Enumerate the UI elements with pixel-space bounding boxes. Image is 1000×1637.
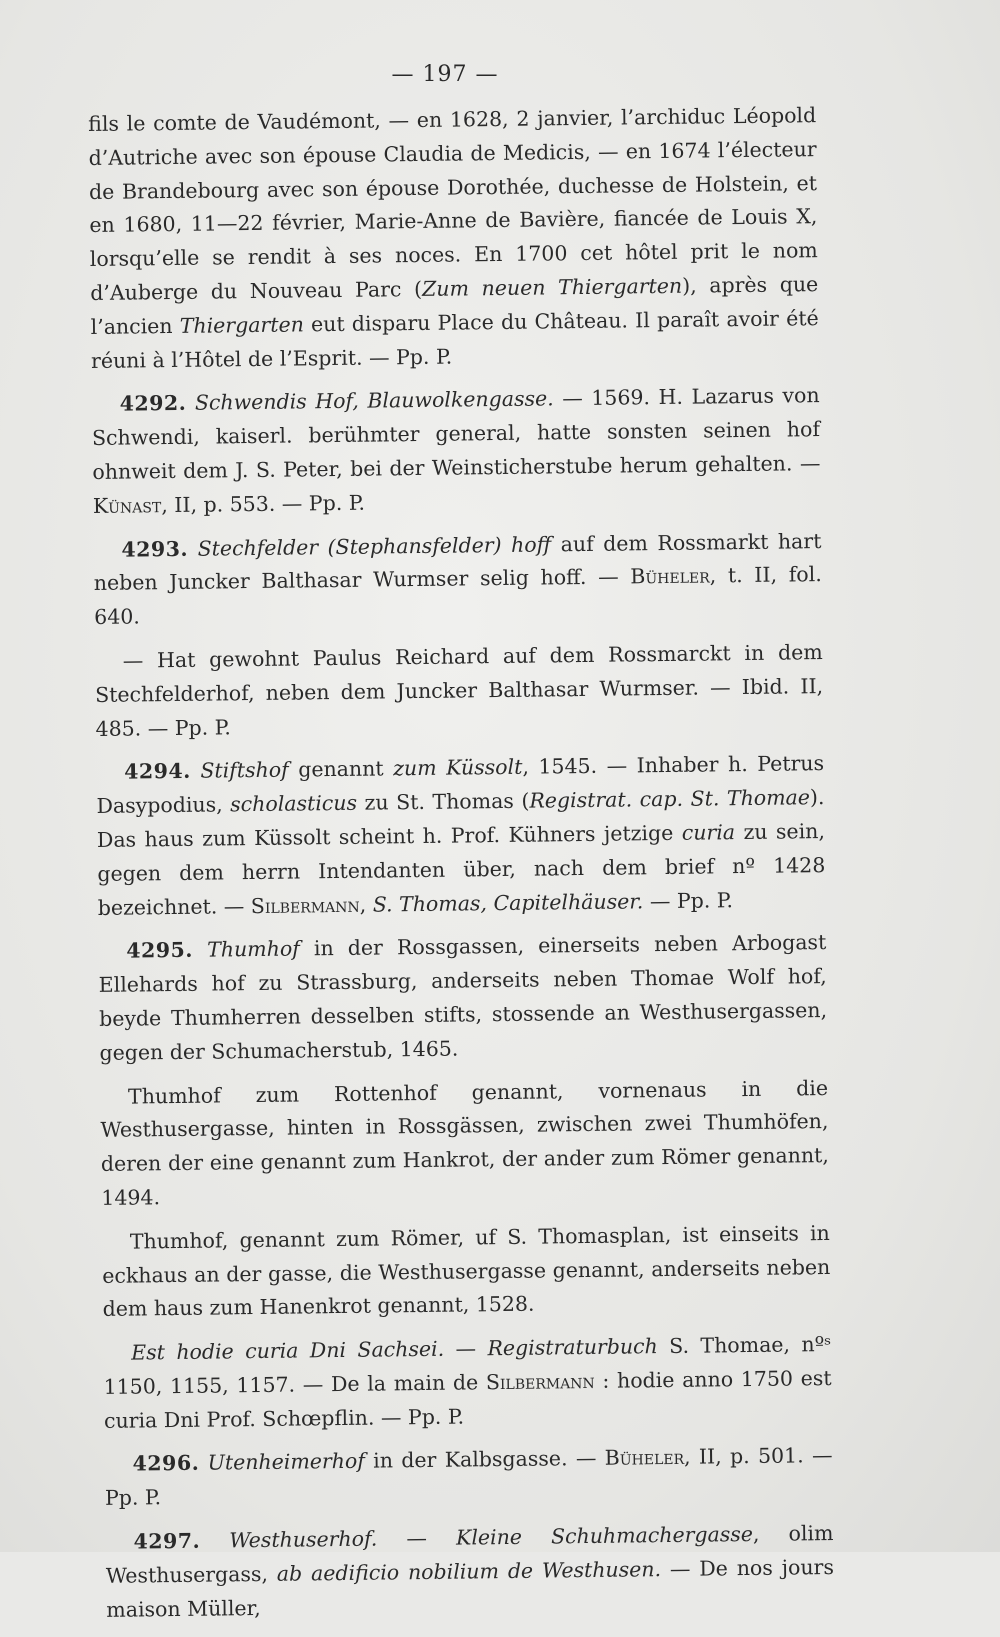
entry-4296: 4296. Utenheimerhof in der Kalbsgasse. — Büheler, II, p. 501. — Pp. P. <box>104 1443 833 1511</box>
entry-4295: 4295. Thumhof in der Rossgassen, einerseits neben Arbogast Ellehards hof zu Strassburg, anderseits neben Thomae Wolf hof, beyde Thumherren desselben stifts, stossende an Westhusergassen, gegen der Schumacherstub, 1465. <box>98 930 828 1065</box>
entry-4294: 4294. Stiftshof genannt zum Küssolt, 1545. — Inhaber h. Petrus Dasypodius, scholasticus zu St. Thomas (Registrat. cap. St. Thomae). Das haus zum Küssolt scheint h. Prof. Kühners jetzige curia zu sein, gegen dem herrn Intendanten über, nach dem brief nº 1428 bezeichnet. — Silbermann, S. Thomas, Capitelhäuser. — Pp. P. <box>96 751 826 920</box>
intro-paragraph: fils le comte de Vaudémont, — en 1628, 2 janvier, l’archiduc Léopold d’Autriche avec son épouse Claudia de Medicis, — en 1674 l’électeur de Brandebourg avec son épouse Dorothée, duchesse de Holstein, et en 1680, 11—22 février, Marie-Anne de Bavière, fiancée de Louis X, lorsqu’elle se rendit à ses noces. En 1700 cet hôtel prit le nom d’Auberge du Nouveau Parc (Zum neuen Thiergarten), après que l’ancien Thiergarten eut disparu Place du Château. Il paraît avoir été réuni à l’Hôtel de l’Esprit. — Pp. P. <box>88 103 819 373</box>
entry-4297: 4297. Westhuserhof. — Kleine Schuhmachergasse, olim Westhusergass, ab aedificio nobilium de Westhusen. — De nos jours maison Müller, <box>105 1521 835 1622</box>
entry-title: Stechfelder (Stephansfelder) hoff <box>197 531 552 561</box>
entry-title: Schwendis Hof, Blauwolkengasse. <box>194 386 554 416</box>
page-number: — 197 — <box>391 62 499 87</box>
entry-4295-rottenhof: Thumhof zum Rottenhof genannt, vornenaus in die Westhusergasse, hinten in Rossgässen, zwischen zwei Thumhöfen, deren der eine genannt zum Hankrot, der ander zum Römer genannt, 1494. <box>100 1075 829 1210</box>
entry-number: 4292. <box>119 391 187 417</box>
entry-number: 4297. <box>133 1528 201 1554</box>
entry-title: Westhuserhof. <box>229 1526 378 1553</box>
entry-title: Utenheimerhof <box>207 1449 366 1476</box>
entry-4293-continuation: — Hat gewohnt Paulus Reichard auf dem Rossmarckt in dem Stechfelderhof, neben dem Juncker Balthasar Wurmser. — Ibid. II, 485. — Pp. P. <box>95 640 824 741</box>
entry-number: 4295. <box>126 938 194 963</box>
entry-4295-note: Est hodie curia Dni Sachsei. — Registraturbuch S. Thomae, nºˢ 1150, 1155, 1157. — De la main de Silbermann : hodie anno 1750 est curia Dni Prof. Schœpflin. — Pp. P. <box>103 1332 832 1433</box>
body-text <box>88 99 835 1637</box>
entry-title: Thumhof <box>207 936 300 962</box>
entry-number: 4294. <box>123 759 191 784</box>
entry-4295-roemer: Thumhof, genannt zum Römer, uf S. Thomasplan, ist einseits in eckhaus an der gasse, die Westhusergasse genannt, anderseits neben dem haus zum Hanenkrot genannt, 1528. <box>102 1220 831 1322</box>
entry-number: 4296. <box>132 1451 200 1477</box>
entry-4293: 4293. Stechfelder (Stephansfelder) hoff auf dem Rossmarkt hart neben Juncker Balthasar Wurmser selig hoff. — Büheler, t. II, fol. 640. <box>93 528 822 630</box>
entry-4292: 4292. Schwendis Hof, Blauwolkengasse. — 1569. H. Lazarus von Schwendi, kaiserl. berühmter general, hatte sonsten seinen hof ohnweit dem J. S. Peter, bei der Weinsticherstube herum gehalten. — Künast, II, p. 553. — Pp. P. <box>91 383 821 518</box>
entry-title: Stiftshof <box>200 757 289 784</box>
entry-number: 4293. <box>121 536 189 562</box>
